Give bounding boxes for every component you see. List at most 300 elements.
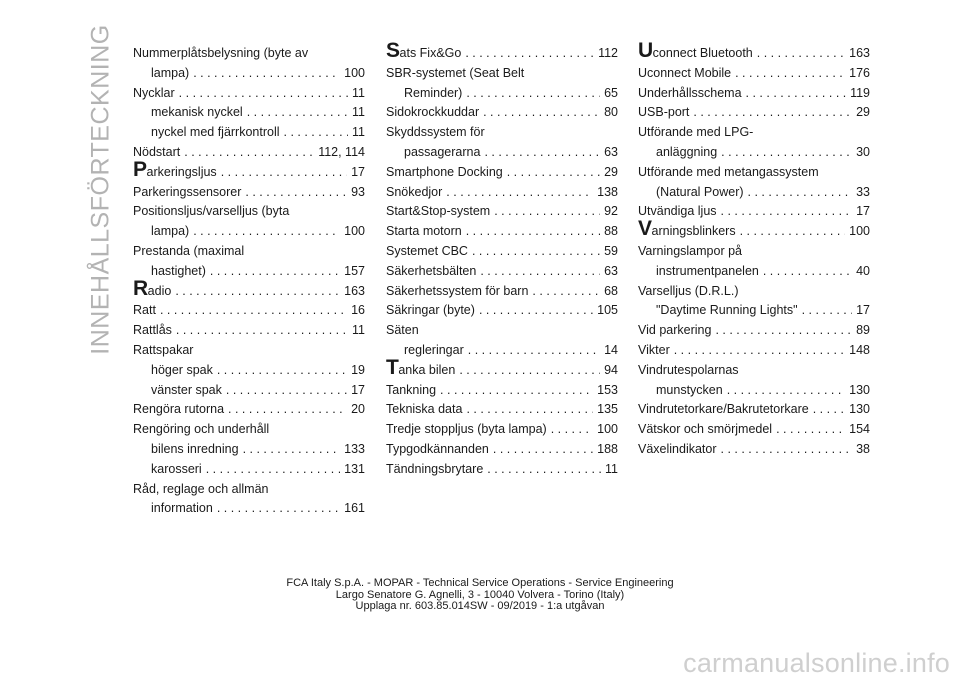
index-line (133, 440, 365, 460)
index-term-text: nyckel med fjärrkontroll (151, 125, 280, 140)
dot-leader (721, 143, 852, 163)
index-term (638, 440, 717, 460)
index-line (133, 242, 365, 262)
index-term-text: arkeringsljus (146, 164, 217, 179)
page-number: 163 (849, 46, 870, 60)
index-term (386, 440, 489, 460)
index-line (386, 262, 618, 282)
index-line (638, 183, 870, 203)
index-term (133, 400, 224, 420)
index-entry (638, 361, 870, 401)
index-line (638, 143, 870, 163)
index-line (133, 361, 365, 381)
dot-leader (776, 420, 845, 440)
index-line (638, 242, 870, 262)
index-column-1 (133, 44, 365, 519)
dot-leader (284, 123, 349, 143)
index-entry (133, 321, 365, 341)
index-term (638, 217, 736, 242)
dot-leader (221, 163, 347, 183)
index-line (386, 400, 618, 420)
index-term (151, 499, 213, 519)
page-number: 19 (351, 362, 365, 377)
index-line (386, 163, 618, 183)
dot-leader (466, 222, 600, 242)
index-entry (638, 64, 870, 84)
index-term (386, 202, 490, 222)
index-entry (638, 163, 870, 203)
publisher-footer (0, 578, 960, 613)
dot-leader (763, 262, 852, 282)
page-number: 17 (856, 204, 870, 219)
index-entry (133, 400, 365, 420)
index-line (638, 301, 870, 321)
index-term-text: Typgodkännanden (386, 441, 489, 456)
index-entry (638, 123, 870, 163)
index-term (386, 282, 528, 302)
index-term (638, 282, 738, 302)
index-line (133, 460, 365, 480)
index-term (656, 183, 744, 203)
section-initial-letter: S (386, 39, 400, 62)
index-entry (638, 39, 870, 64)
page-number: 40 (856, 263, 870, 278)
index-term-text: Vikter (638, 342, 670, 357)
dot-leader (479, 301, 593, 321)
index-term (386, 222, 462, 242)
page-number: 11 (352, 125, 365, 140)
index-term (386, 64, 524, 84)
page-number: 148 (849, 342, 870, 357)
index-term-text: ats Fix&Go (399, 46, 462, 60)
dot-leader (507, 163, 600, 183)
index-entry (638, 103, 870, 123)
index-line (386, 103, 618, 123)
section-initial-letter: P (133, 157, 147, 181)
index-term-text: Sidokrockkuddar (386, 105, 480, 120)
index-entry (638, 341, 870, 361)
dot-leader (210, 262, 340, 282)
page-number: 38 (856, 441, 870, 456)
index-term (638, 400, 809, 420)
index-term (151, 103, 243, 123)
index-entry (638, 420, 870, 440)
index-term (638, 84, 742, 104)
index-line (386, 202, 618, 222)
index-line (133, 499, 365, 519)
dot-leader (228, 400, 347, 420)
dot-leader (551, 420, 593, 440)
page-number: 100 (849, 224, 870, 239)
index-term (638, 341, 670, 361)
page-number: 17 (856, 303, 870, 318)
index-term-text: Prestanda (maximal (133, 243, 245, 258)
page-number: 157 (344, 263, 365, 278)
index-term (638, 242, 742, 262)
index-term-text: Ratt (133, 303, 156, 318)
index-term-text: Tekniska data (386, 402, 463, 417)
page-number: 153 (597, 382, 618, 397)
index-entry (386, 355, 618, 381)
index-entry (133, 242, 365, 282)
dot-leader (494, 202, 600, 222)
index-term (386, 39, 462, 64)
index-entry (386, 381, 618, 401)
page-number: 80 (604, 105, 618, 120)
index-term-text: "Daytime Running Lights" (656, 303, 798, 318)
page-number: 100 (344, 224, 365, 239)
index-column-2 (386, 39, 618, 480)
index-term-text: SBR-systemet (Seat Belt (386, 65, 525, 80)
page-number: 11 (352, 85, 365, 100)
index-term (386, 460, 483, 480)
dot-leader (748, 183, 853, 203)
index-line (133, 103, 365, 123)
index-term-text: Säten (386, 323, 419, 338)
index-term (133, 276, 172, 302)
dot-leader (193, 64, 340, 84)
index-term (386, 183, 442, 203)
index-line (638, 123, 870, 143)
index-line (133, 143, 365, 163)
index-entry (638, 242, 870, 282)
index-line (386, 301, 618, 321)
index-term (404, 143, 480, 163)
index-term-text: passagerarna (404, 144, 481, 159)
index-line (386, 440, 618, 460)
index-line (133, 222, 365, 242)
index-term (638, 103, 689, 123)
index-line (638, 341, 870, 361)
page-number: 135 (597, 402, 618, 417)
index-entry (133, 301, 365, 321)
index-term-text: Start&Stop-system (386, 204, 491, 219)
section-initial-letter: V (638, 217, 652, 241)
index-term (638, 39, 753, 64)
index-term-text: Rattspakar (133, 342, 194, 357)
index-entry (386, 103, 618, 123)
index-term-text: Vid parkering (638, 323, 712, 338)
index-entry (638, 202, 870, 222)
index-term (133, 341, 193, 361)
index-term (386, 301, 475, 321)
page-number: 100 (597, 422, 618, 437)
dot-leader (217, 361, 347, 381)
index-entry (638, 321, 870, 341)
page-number: 131 (344, 461, 365, 476)
index-term (638, 123, 753, 143)
page-number: 11 (605, 461, 618, 476)
index-term-text: anka bilen (398, 362, 456, 377)
index-column-3 (638, 39, 870, 460)
dot-leader (484, 143, 600, 163)
index-term-text: Parkeringssensorer (133, 184, 242, 199)
index-term (656, 143, 717, 163)
dot-leader (466, 400, 593, 420)
index-line (133, 183, 365, 203)
index-entry (386, 460, 618, 480)
index-term (133, 44, 308, 64)
index-term (151, 64, 189, 84)
dot-leader (487, 460, 601, 480)
index-term-text: Uconnect Mobile (638, 65, 732, 80)
index-line (386, 355, 618, 381)
index-line (386, 183, 618, 203)
page-number: 112 (598, 46, 618, 60)
index-line (386, 381, 618, 401)
dot-leader (243, 440, 341, 460)
index-entry (386, 400, 618, 420)
index-line (386, 242, 618, 262)
dot-leader (721, 202, 853, 222)
page-number: 11 (352, 105, 365, 120)
index-term (386, 400, 462, 420)
index-entry (386, 163, 618, 183)
dot-leader (245, 183, 347, 203)
index-term-text: Skyddssystem för (386, 125, 485, 140)
page-number: 130 (849, 402, 870, 417)
page-number: 154 (849, 422, 870, 437)
index-term (386, 420, 547, 440)
dot-leader (727, 381, 845, 401)
index-term (656, 301, 798, 321)
index-term-text: Snökedjor (386, 184, 443, 199)
index-line (638, 420, 870, 440)
index-entry (386, 242, 618, 262)
index-term (386, 355, 456, 381)
dot-leader (813, 400, 845, 420)
dot-leader (465, 44, 594, 64)
index-line (386, 341, 618, 361)
index-term-text: Positionsljus/varselljus (byta (133, 204, 290, 219)
index-term (133, 420, 269, 440)
index-term-text: lampa) (151, 224, 190, 239)
index-entry (133, 183, 365, 203)
index-term-text: regleringar (404, 342, 464, 357)
section-initial-letter: R (133, 276, 148, 300)
dot-leader (446, 183, 593, 203)
index-line (133, 420, 365, 440)
index-term-text: Säkerhetssystem för barn (386, 283, 529, 298)
dot-leader (735, 64, 845, 84)
index-entry (386, 420, 618, 440)
index-term (386, 381, 436, 401)
index-entry (133, 420, 365, 440)
footer-line-1: FCA Italy S.p.A. - MOPAR - Technical Service Operations - Service Engineering (286, 577, 674, 589)
page-number: 68 (604, 283, 618, 298)
page-number: 92 (604, 204, 618, 219)
index-term-text: Tändningsbrytare (386, 461, 484, 476)
index-line (386, 420, 618, 440)
vertical-section-title (86, 23, 116, 355)
index-entry (386, 262, 618, 282)
dot-leader (226, 381, 347, 401)
index-term-text: information (151, 501, 213, 516)
index-term-text: Vätskor och smörjmedel (638, 422, 773, 437)
index-line (386, 64, 618, 84)
dot-leader (247, 103, 348, 123)
index-entry (386, 39, 618, 64)
dot-leader (740, 222, 846, 242)
index-entry (133, 381, 365, 401)
watermark-text: carmanualsonline.info (683, 648, 950, 678)
index-line (638, 400, 870, 420)
page-number: 89 (856, 323, 870, 338)
index-term (404, 341, 464, 361)
page-number: 17 (351, 164, 365, 179)
page-number: 138 (597, 184, 618, 199)
index-entry (638, 84, 870, 104)
page-number: 94 (604, 362, 618, 377)
index-line (133, 44, 365, 64)
index-term-text: Nummerplåtsbelysning (byte av (133, 46, 309, 60)
index-term-text: karosseri (151, 461, 202, 476)
index-entry (638, 400, 870, 420)
index-term (151, 123, 280, 143)
index-term (638, 163, 819, 183)
index-term (386, 163, 503, 183)
page-number: 59 (604, 243, 618, 258)
index-line (133, 341, 365, 361)
page-number: 63 (604, 144, 618, 159)
index-entry (386, 64, 618, 104)
dot-leader (440, 381, 593, 401)
page-number: 29 (856, 105, 870, 120)
index-entry (133, 143, 365, 163)
index-entry (133, 480, 365, 520)
index-term-text: hastighet) (151, 263, 206, 278)
index-term-text: Säkerhetsbälten (386, 263, 477, 278)
index-term-text: höger spak (151, 362, 213, 377)
index-line (133, 157, 365, 183)
index-term (404, 84, 462, 104)
index-entry (133, 341, 365, 361)
index-line (638, 202, 870, 222)
section-title-text: INNEHÅLLSFÖRTECKNING (86, 23, 115, 355)
index-term-text: anläggning (656, 144, 718, 159)
index-entry (133, 440, 365, 460)
index-line (386, 84, 618, 104)
index-term-text: Rattlås (133, 323, 172, 338)
dot-leader (466, 84, 600, 104)
index-term-text: Smartphone Docking (386, 164, 503, 179)
index-line (133, 321, 365, 341)
index-term-text: Råd, reglage och allmän (133, 481, 269, 496)
page-number: 105 (597, 303, 618, 318)
index-term (133, 242, 244, 262)
page-number: 188 (597, 441, 618, 456)
index-entry (133, 460, 365, 480)
index-entry (133, 361, 365, 381)
dot-leader (757, 44, 845, 64)
index-entry (638, 282, 870, 322)
index-term-text: lampa) (151, 65, 190, 80)
index-term (151, 262, 206, 282)
index-term-text: Nycklar (133, 85, 175, 100)
index-entry (386, 301, 618, 321)
index-term (133, 321, 172, 341)
page-number: 20 (351, 402, 365, 417)
index-entry (133, 202, 365, 242)
index-line (638, 217, 870, 242)
index-term-text: Varningslampor på (638, 243, 742, 258)
index-entry (386, 222, 618, 242)
index-term-text: munstycken (656, 382, 723, 397)
index-term (151, 460, 202, 480)
dot-leader (693, 103, 852, 123)
index-term (386, 103, 479, 123)
dot-leader (674, 341, 845, 361)
dot-leader (802, 301, 853, 321)
section-initial-letter: T (386, 355, 399, 379)
index-entry (133, 123, 365, 143)
dot-leader (746, 84, 847, 104)
index-entry (386, 282, 618, 302)
dot-leader (193, 222, 340, 242)
index-line (386, 143, 618, 163)
page-number: 11 (352, 323, 365, 338)
index-term-text: arningsblinkers (651, 224, 736, 239)
dot-leader (217, 499, 340, 519)
index-term (386, 242, 468, 262)
index-entry (638, 440, 870, 460)
dot-leader (176, 321, 348, 341)
index-line (133, 301, 365, 321)
index-term-text: Vindrutespolarnas (638, 362, 739, 377)
index-term-text: connect Bluetooth (652, 46, 753, 60)
index-line (133, 276, 365, 302)
page-number: 100 (344, 65, 365, 80)
index-line (133, 262, 365, 282)
page-number: 14 (604, 342, 618, 357)
index-term-text: Nödstart (133, 144, 181, 159)
index-term-text: Rengöra rutorna (133, 402, 225, 417)
index-term-text: Utvändiga ljus (638, 204, 717, 219)
page-number: 65 (604, 85, 618, 100)
dot-leader (715, 321, 852, 341)
index-line (638, 282, 870, 302)
page-number: 30 (856, 144, 870, 159)
index-entry (133, 276, 365, 302)
index-term (151, 361, 213, 381)
index-entry (386, 440, 618, 460)
index-term (386, 123, 485, 143)
dot-leader (175, 282, 340, 302)
index-entry (133, 103, 365, 123)
index-term-text: Utförande med LPG- (638, 125, 754, 140)
index-term-text: Säkringar (byte) (386, 303, 475, 318)
index-term-text: (Natural Power) (656, 184, 744, 199)
index-term-text: Varselljus (D.R.L.) (638, 283, 739, 298)
page-number: 119 (850, 85, 870, 100)
index-term-text: Underhållsschema (638, 85, 742, 100)
index-term-text: vänster spak (151, 382, 222, 397)
index-line (133, 202, 365, 222)
dot-leader (206, 460, 340, 480)
index-term (133, 480, 269, 500)
page-number: 29 (604, 164, 618, 179)
index-term (638, 321, 711, 341)
index-line (386, 39, 618, 64)
index-line (133, 84, 365, 104)
index-entry (133, 157, 365, 183)
page-number: 112, 114 (318, 144, 365, 159)
index-line (638, 84, 870, 104)
index-term (656, 381, 723, 401)
index-term-text: adio (147, 283, 172, 298)
dot-leader (532, 282, 600, 302)
index-term-text: Tredje stoppljus (byta lampa) (386, 422, 547, 437)
